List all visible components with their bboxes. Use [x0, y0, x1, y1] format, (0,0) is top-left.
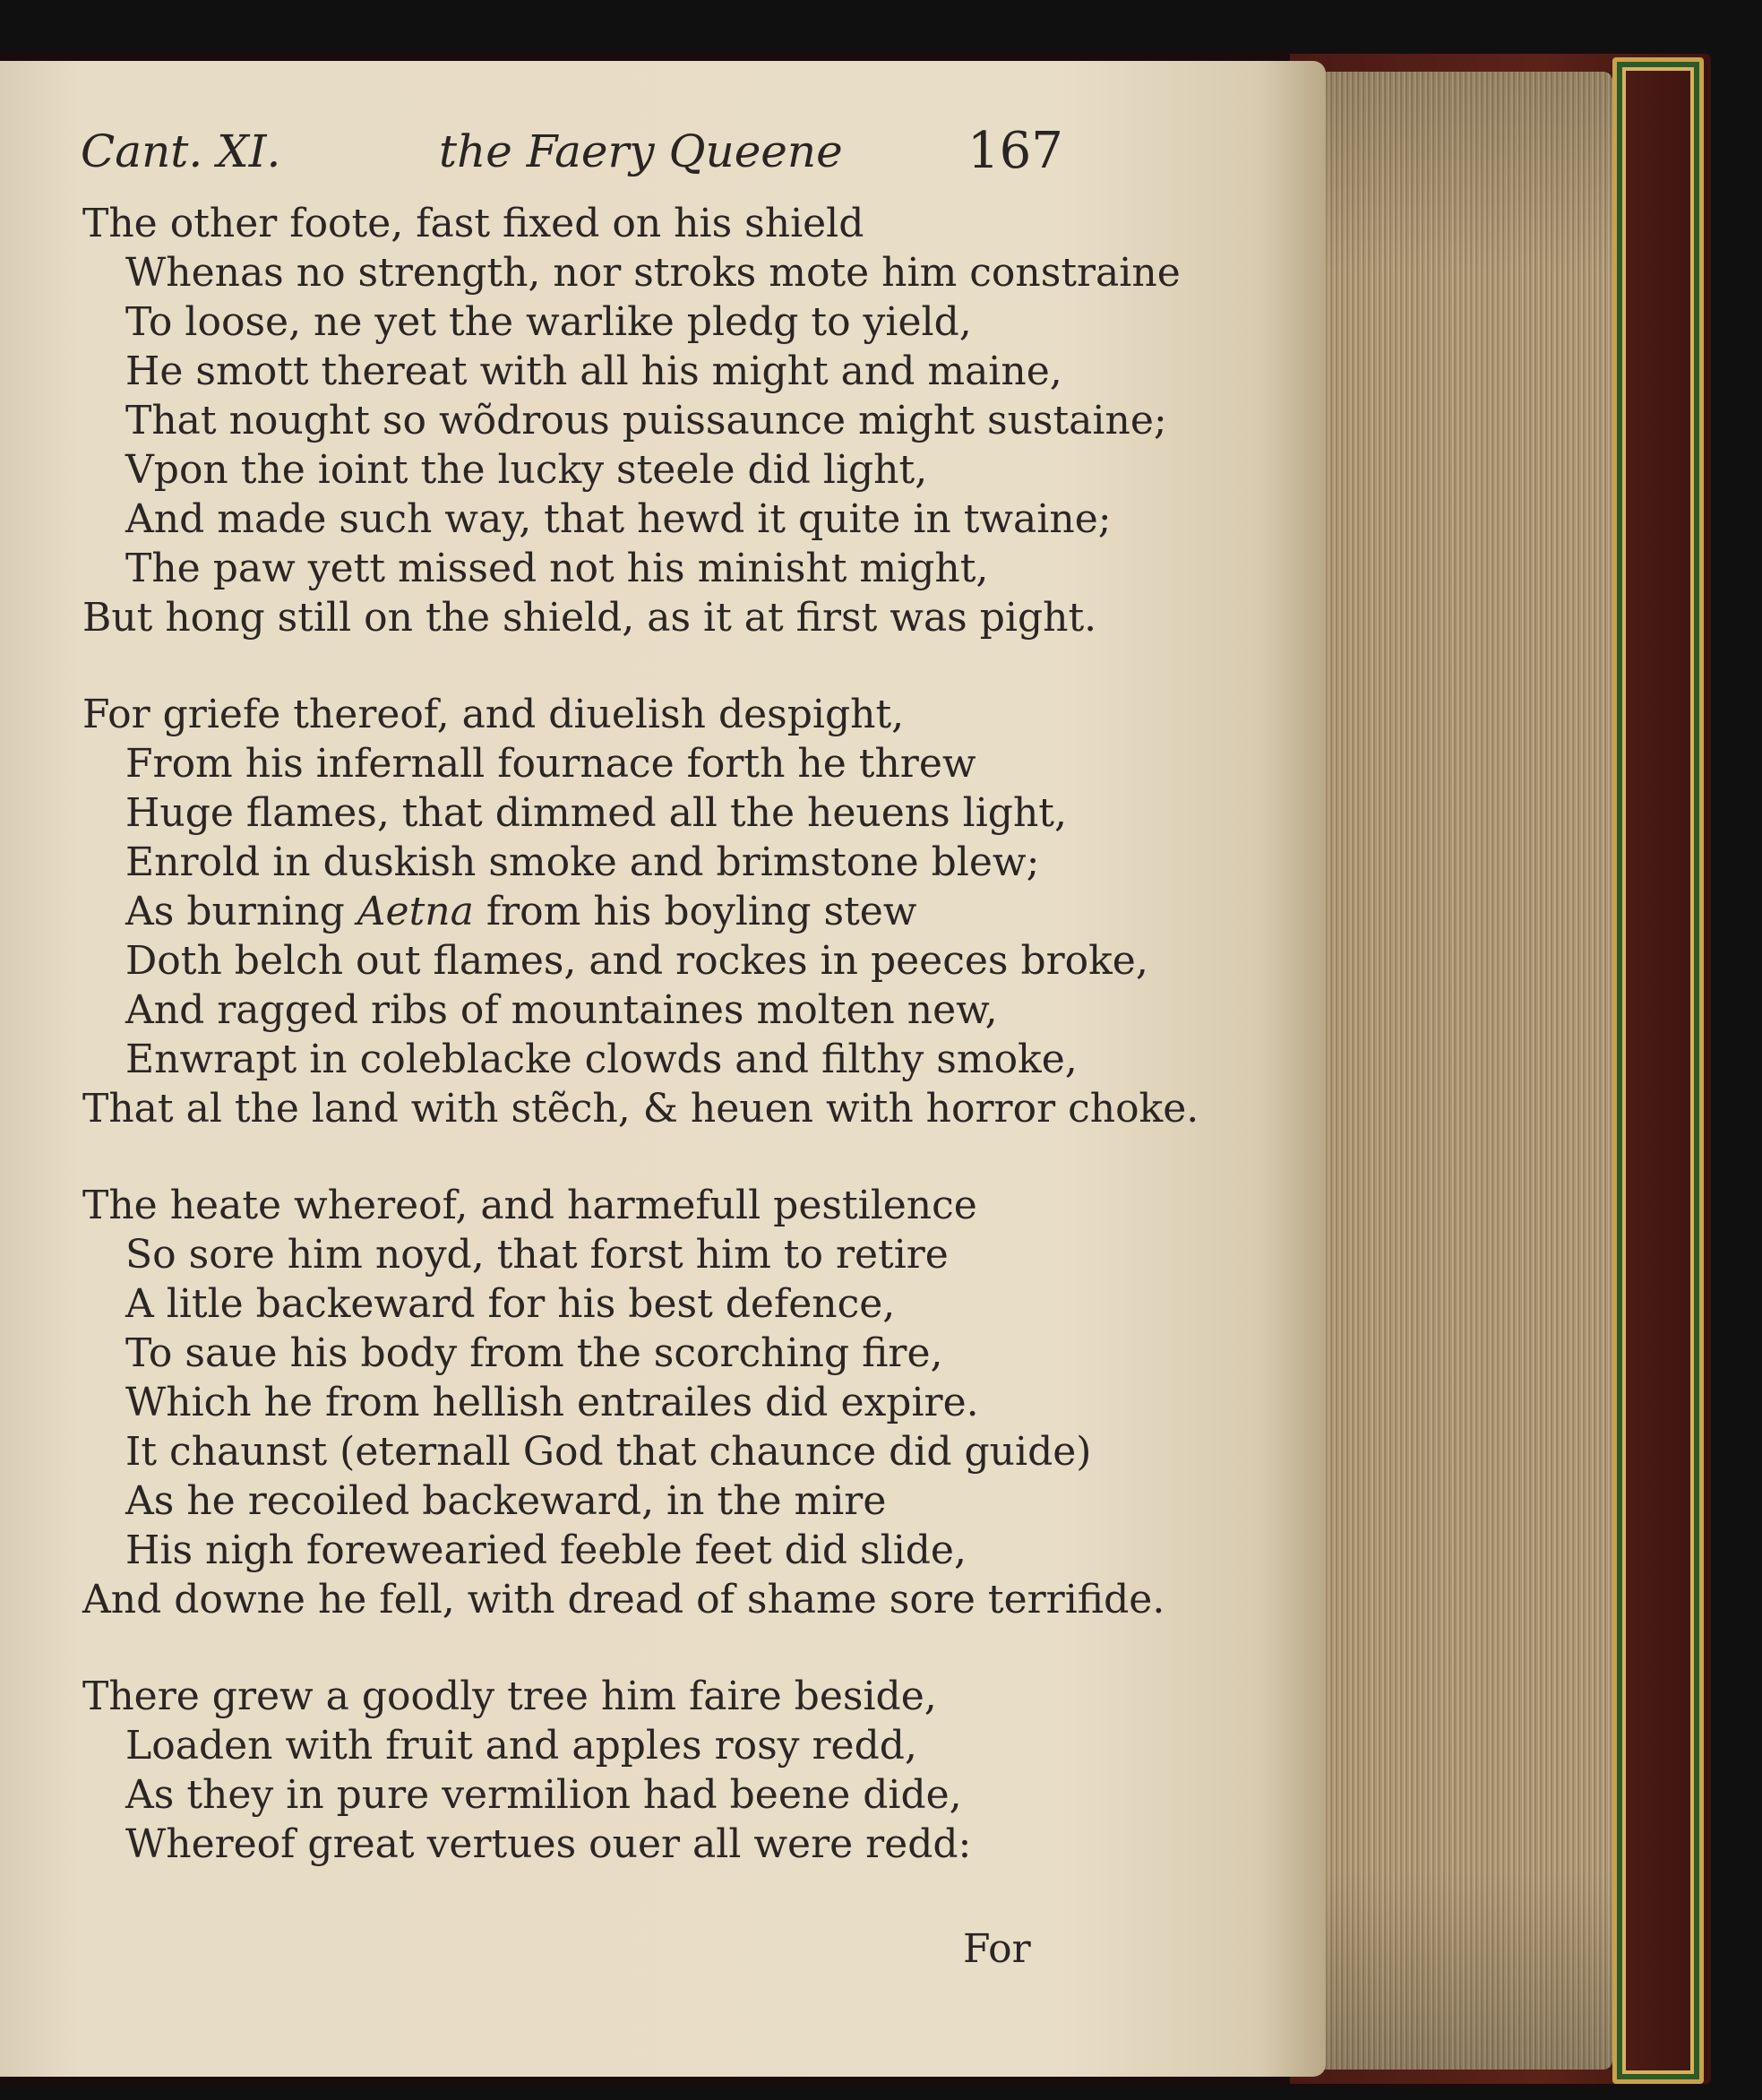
- poem-line: A litle backeward for his best defence,: [125, 1281, 896, 1327]
- poem-line: That nought so wõdrous puissaunce might sustaine;: [125, 398, 1167, 443]
- poem-line: That al the land with stẽch, & heuen with horror choke.: [82, 1086, 1199, 1132]
- poem-line: Enwrapt in coleblacke clowds and filthy smoke,: [125, 1037, 1078, 1082]
- running-header: [81, 122, 1066, 197]
- place-name: Aetna: [357, 889, 474, 934]
- poem-line: The heate whereof, and harmefull pestilence: [82, 1183, 977, 1228]
- page-number: 167: [967, 122, 1063, 180]
- poem-line: To loose, ne yet the warlike pledg to yield,: [125, 299, 972, 345]
- poem-line: Huge flames, that dimmed all the heuens light,: [125, 790, 1067, 836]
- poem-line: Loaden with fruit and apples rosy redd,: [125, 1723, 917, 1769]
- poem-line: Enrold in duskish smoke and brimstone blew;: [125, 839, 1040, 885]
- poem-line: Vpon the ioint the lucky steele did light,: [125, 447, 928, 493]
- catchword: For: [963, 1926, 1031, 1972]
- poem-line: As burning Aetna from his boyling stew: [125, 889, 917, 934]
- poem-line: As they in pure vermilion had beene dide,: [125, 1772, 962, 1818]
- poem-line: There grew a goodly tree him faire beside,: [82, 1674, 937, 1719]
- poem-line: Which he from hellish entrailes did expire.: [125, 1380, 979, 1425]
- poem-line: For griefe thereof, and diuelish despight,: [82, 692, 905, 737]
- stanza: [82, 1181, 1165, 1624]
- page-edges: [1317, 72, 1612, 2070]
- stanza: [82, 1672, 1086, 1869]
- poem-line: And made such way, that hewd it quite in twaine;: [125, 496, 1112, 542]
- poem-line: But hong still on the shield, as it at first was pight.: [82, 595, 1097, 641]
- poem-line: His nigh forewearied feeble feet did slide,: [125, 1528, 967, 1573]
- poem-line: Doth belch out flames, and rockes in peeces broke,: [125, 938, 1148, 984]
- book-title: the Faery Queene: [439, 125, 843, 177]
- poem-line: Whenas no strength, nor stroks mote him constraine: [125, 250, 1181, 296]
- poem-line: He smott thereat with all his might and maine,: [125, 349, 1062, 394]
- poem-line: From his infernall fournace forth he threw: [125, 741, 976, 787]
- poem-line: And ragged ribs of mountaines molten new,: [125, 987, 998, 1033]
- stanza: [82, 199, 1181, 642]
- poem-line: To saue his body from the scorching fire,: [125, 1330, 943, 1376]
- poem-text: [82, 199, 1199, 1916]
- poem-line: The paw yett missed not his minisht might,: [125, 546, 989, 591]
- stanza: [82, 690, 1199, 1133]
- gilt-border-decoration: [1612, 57, 1704, 2084]
- poem-line: It chaunst (eternall God that chaunce did guide): [125, 1429, 1092, 1475]
- poem-line: The other foote, fast fixed on his shield: [82, 201, 864, 246]
- poem-line: As he recoiled backeward, in the mire: [125, 1478, 887, 1524]
- poem-line: And downe he fell, with dread of shame sore terrifide.: [82, 1577, 1165, 1622]
- poem-line: Whereof great vertues ouer all were redd:: [125, 1821, 972, 1867]
- poem-line: So sore him noyd, that forst him to retire: [125, 1232, 949, 1278]
- canto-label: Cant. XI.: [81, 125, 281, 177]
